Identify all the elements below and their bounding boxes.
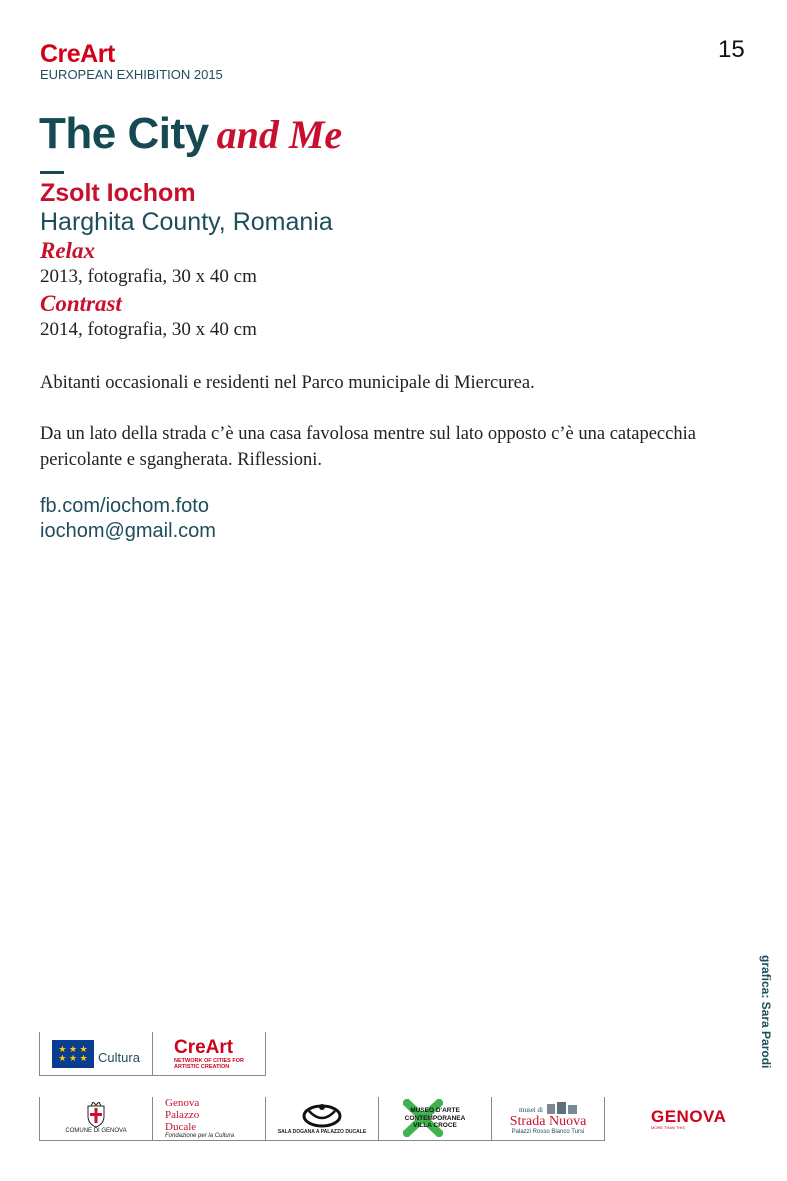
logo-row-partners <box>39 1097 750 1141</box>
logo-row-sponsors <box>39 1032 266 1076</box>
sala-dogana-icon <box>301 1103 343 1129</box>
genova-logo <box>605 1097 750 1141</box>
work-title-relax: Relax <box>40 238 95 263</box>
description-paragraph-1: Abitanti occasionali e residenti nel Parco municipale di Miercurea. <box>40 373 535 393</box>
artist-name: Zsolt Iochom <box>40 179 196 207</box>
strada-nuova-sublabel: Palazzi Rosso Bianco Tursi <box>511 1128 585 1135</box>
genova-label: GENOVA <box>651 1106 727 1126</box>
palazzo-ducale-logo <box>153 1097 266 1141</box>
creart-network-logo <box>153 1032 266 1076</box>
email-link[interactable]: iochom@gmail.com <box>40 520 216 542</box>
palazzo-ducale-label: Genova Palazzo Ducale <box>165 1097 200 1133</box>
creart-logo-tagline-1: NETWORK OF CITIES FOR <box>174 1057 244 1064</box>
facebook-link[interactable]: fb.com/iochom.foto <box>40 495 209 517</box>
title-main: The City <box>39 109 209 158</box>
genova-sublabel: MORE THAN THIS <box>651 1124 686 1130</box>
graphic-credit: grafica: Sara Parodi <box>759 955 773 1069</box>
palazzi-icon <box>547 1102 577 1114</box>
strada-nuova-logo <box>492 1097 605 1141</box>
exhibition-subtitle: EUROPEAN EXHIBITION 2015 <box>40 67 223 82</box>
artist-location: Harghita County, Romania <box>40 208 333 236</box>
eu-flag-icon: ★ ★ ★ ★ ★ ★ <box>52 1040 94 1068</box>
description-paragraph-2: Da un lato della strada c’è una casa favolosa mentre sul lato opposto c’è una catapecchia pericolante e sgangherata. Riflessioni. <box>40 424 696 470</box>
eu-culture-logo <box>39 1032 153 1076</box>
title-emphasis: and Me <box>216 112 343 157</box>
villa-croce-logo <box>379 1097 492 1141</box>
palazzo-ducale-sublabel: Fondazione per la Cultura <box>165 1133 235 1139</box>
work-info-relax: 2013, fotografia, 30 x 40 cm <box>40 266 257 287</box>
work-title-contrast: Contrast <box>40 291 122 316</box>
villa-croce-label: MUSEO D'ARTE CONTEMPORANEA VILLA CROCE <box>404 1107 466 1130</box>
strada-nuova-top-label: musei di <box>519 1105 543 1114</box>
creart-brand: CreArt <box>40 40 115 68</box>
sala-dogana-label: SALA DOGANA A PALAZZO DUCALE <box>277 1128 367 1135</box>
page-number: 15 <box>718 36 745 63</box>
page-title <box>39 109 342 160</box>
creart-logo-tagline-2: ARTISTIC CREATION <box>174 1063 230 1070</box>
coat-of-arms-icon <box>85 1102 107 1128</box>
comune-genova-logo <box>39 1097 153 1141</box>
work-info-contrast: 2014, fotografia, 30 x 40 cm <box>40 319 257 340</box>
title-divider <box>40 171 64 174</box>
creart-logo-name: CreArt <box>174 1036 234 1058</box>
comune-genova-label: COMUNE DI GENOVA <box>65 1128 127 1134</box>
strada-nuova-label: Strada Nuova <box>509 1113 587 1129</box>
eu-culture-label: Cultura <box>98 1050 140 1065</box>
sala-dogana-logo <box>266 1097 379 1141</box>
